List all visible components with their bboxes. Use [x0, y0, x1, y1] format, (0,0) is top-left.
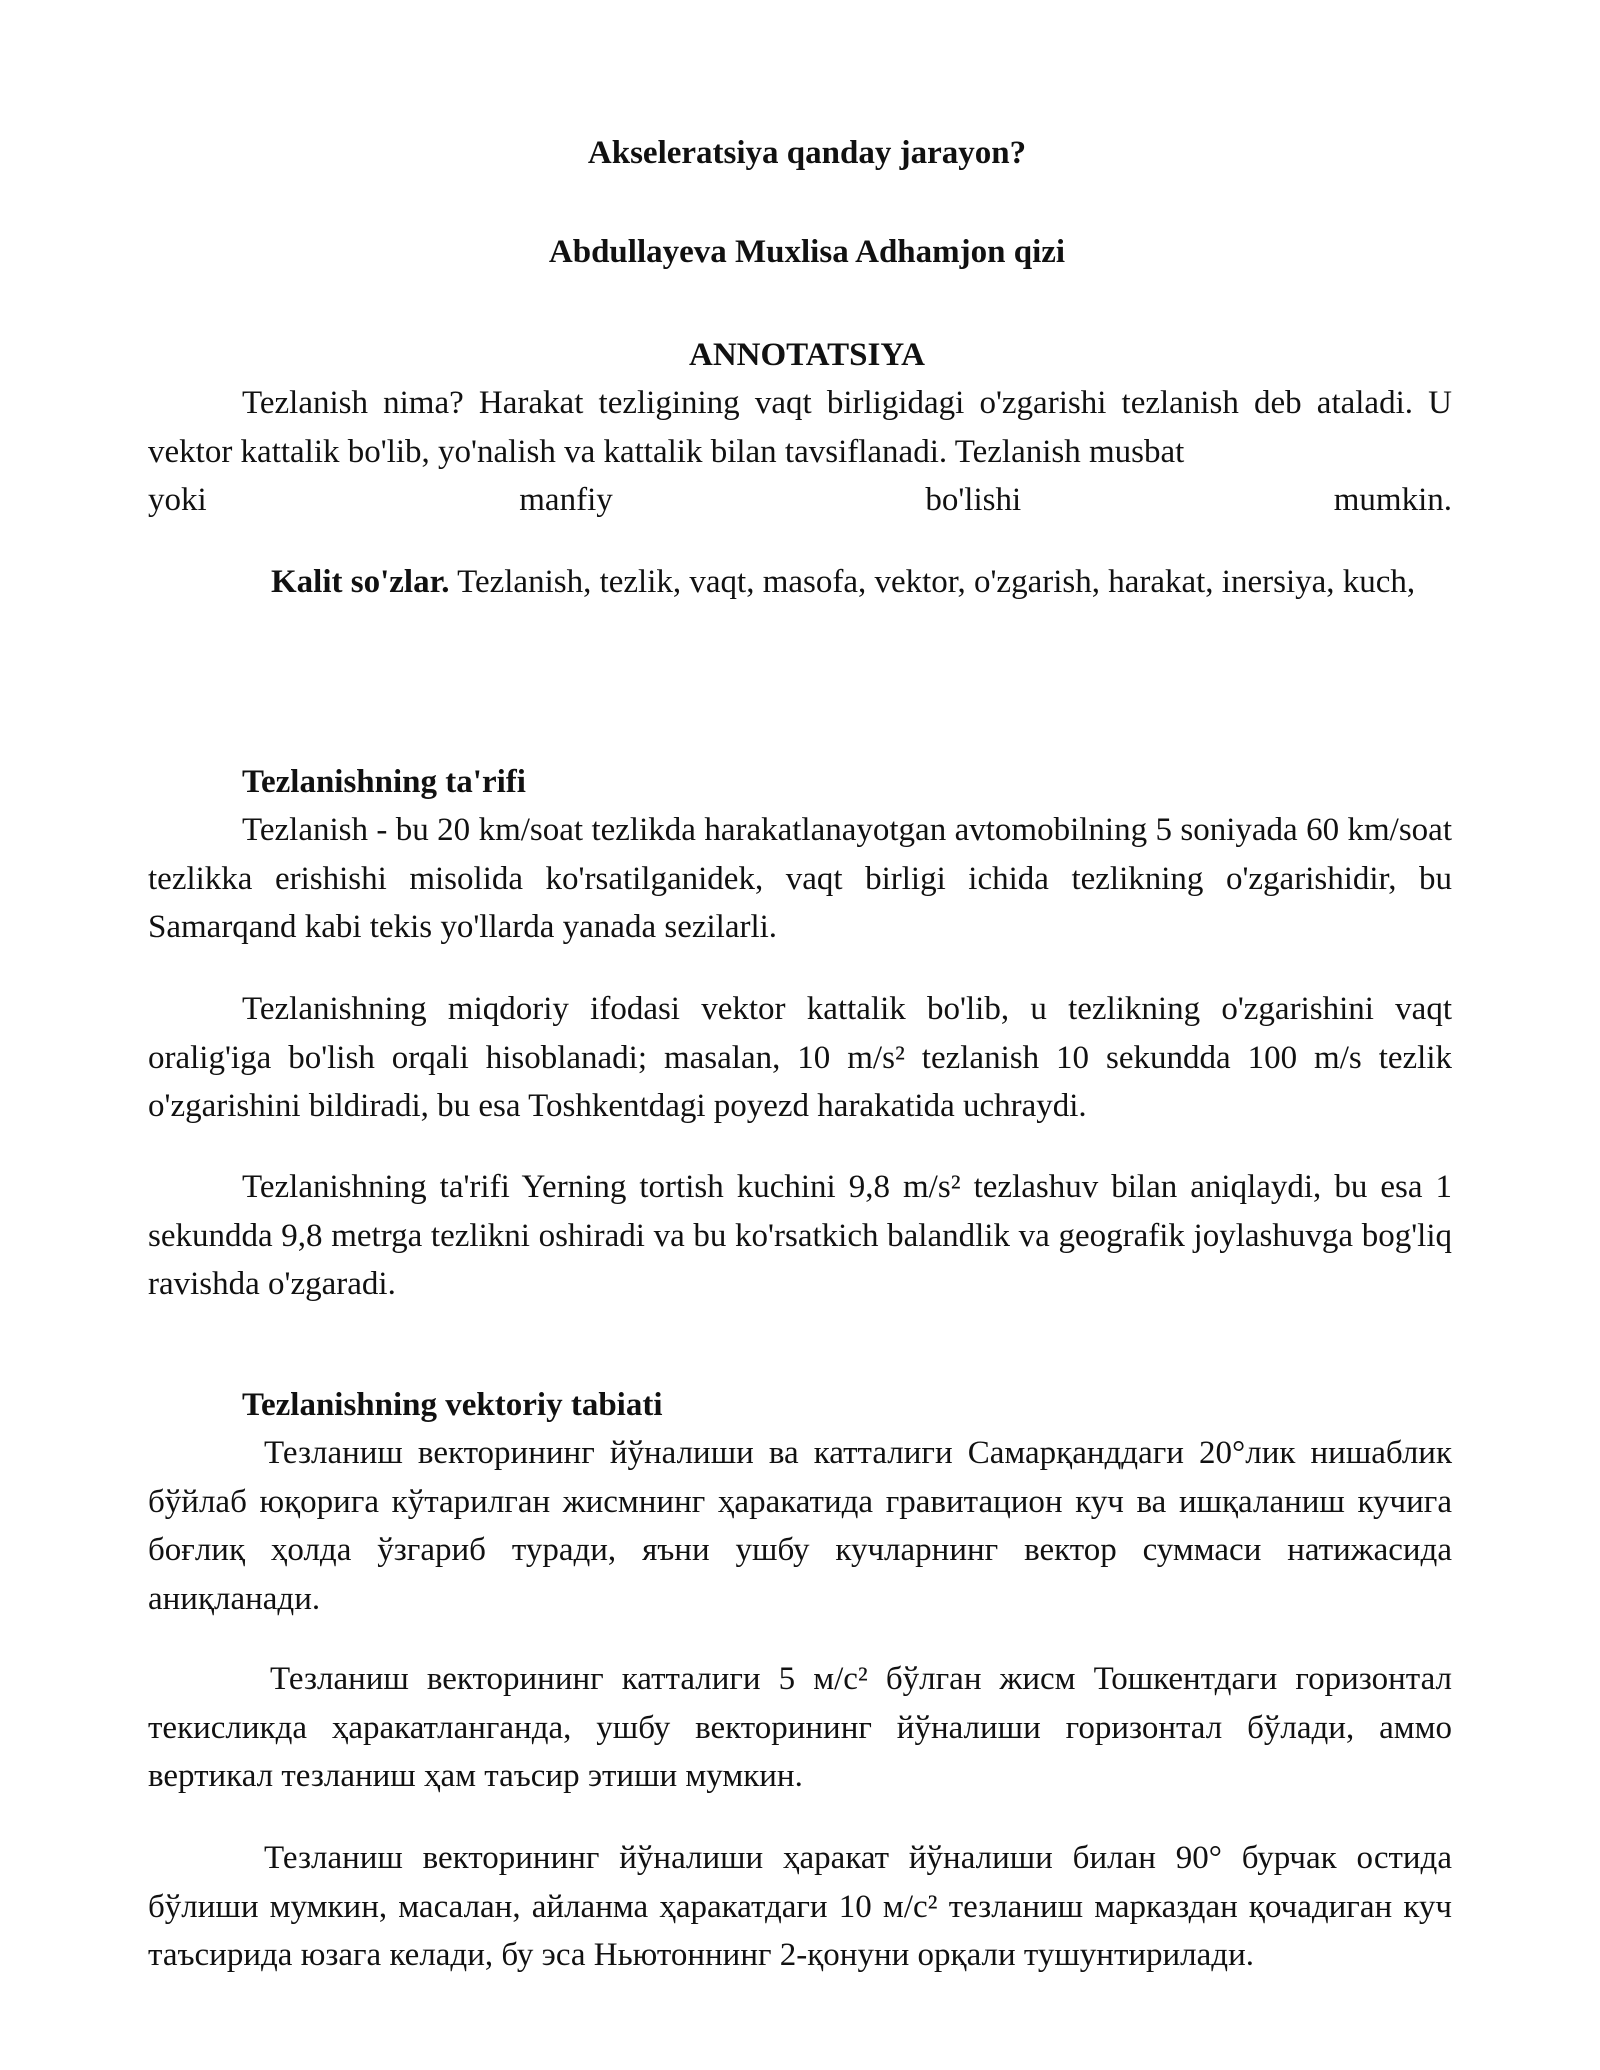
- annotation-paragraph-part1: Tezlanish nima? Harakat tezligining vaqt birligidagi o'zgarishi tezlanish deb ataladi. U vektor kattalik bo'lib, yo'nalish va kattalik bilan tavsiflanadi. Tezlanish musbat: [148, 385, 1452, 470]
- section1-text-2: Tezlanishning miqdoriy ifodasi vektor kattalik bo'lib, u tezlikning o'zgarishini vaqt oralig'iga bo'lish orqali hisoblanadi; masalan, 10 m/s² tezlanish 10 sekundda 100 m/s tezlik o'zgarishini bildiradi, bu esa Toshkentdagi poyezd harakatida uchraydi.: [148, 991, 1452, 1124]
- keywords-block: [148, 558, 1452, 607]
- section1-paragraph-3: [148, 1163, 1452, 1309]
- annotation-paragraph-part2: yoki manfiy bo'lishi mumkin.: [148, 482, 1452, 518]
- section2-paragraph-1: [148, 1429, 1452, 1623]
- section1-text-3: Tezlanishning ta'rifi Yerning tortish kuchini 9,8 m/s² tezlashuv bilan aniqlaydi, bu esa 1 sekundda 9,8 metrga tezlikni oshiradi va bu ko'rsatkich balandlik va geografik joylashuvga bog'liq ravishda o'zgaradi.: [148, 1169, 1452, 1302]
- section-heading-vector-nature: Tezlanishning vektoriy tabiati: [242, 1387, 663, 1423]
- section2-text-1: Тезланиш векторининг йўналиши ва катталиги Самарқанддаги 20°лик нишаблик бўйлаб юқорига кўтарилган жисмнинг ҳаракатида гравитацион куч ва ишқаланиш кучига боғлиқ ҳолда ўзгариб туради, яъни ушбу кучларнинг вектор суммаси натижасида аниқланади.: [148, 1435, 1452, 1617]
- section1-text-1: Tezlanish - bu 20 km/soat tezlikda harakatlanayotgan avtomobilning 5 soniyada 60 km/soat tezlikka erishishi misolida ko'rsatilganidek, vaqt birligi ichida tezlikning o'zgarishidir, bu Samarqand kabi tekis yo'llarda yanada sezilarli.: [148, 812, 1452, 945]
- section2-paragraph-2: [148, 1655, 1452, 1801]
- section2-text-3: Тезланиш векторининг йўналиши ҳаракат йўналиши билан 90° бурчак остида бўлиши мумкин, масалан, айланма ҳаракатдаги 10 м/с² тезланиш марказдан қочадиган куч таъсирида юзага келади, бу эса Ньютоннинг 2-қонуни орқали тушунтирилади.: [148, 1840, 1452, 1973]
- section-heading-definition: Tezlanishning ta'rifi: [242, 764, 526, 800]
- document-title: Akseleratsiya qanday jarayon?: [587, 135, 1027, 171]
- annotation-text: [148, 379, 1452, 525]
- section1-paragraph-2: [148, 985, 1452, 1131]
- annotation-heading: ANNOTATSIYA: [689, 337, 925, 373]
- keywords-label: Kalit so'zlar.: [271, 564, 450, 600]
- section1-paragraph-1: [148, 806, 1452, 952]
- section2-paragraph-3: [148, 1834, 1452, 1980]
- keywords-list: Tezlanish, tezlik, vaqt, masofa, vektor, o'zgarish, harakat, inersiya, kuch,: [449, 564, 1416, 600]
- section2-text-2: Тезланиш векторининг катталиги 5 м/с² бўлган жисм Тошкентдаги горизонтал текисликда ҳаракатланганда, ушбу векторининг йўналиши горизонтал бўлади, аммо вертикал тезланиш ҳам таъсир этиши мумкин.: [148, 1661, 1452, 1794]
- keywords-paragraph: [148, 558, 1452, 607]
- author-name: Abdullayeva Muxlisa Adhamjon qizi: [548, 234, 1066, 270]
